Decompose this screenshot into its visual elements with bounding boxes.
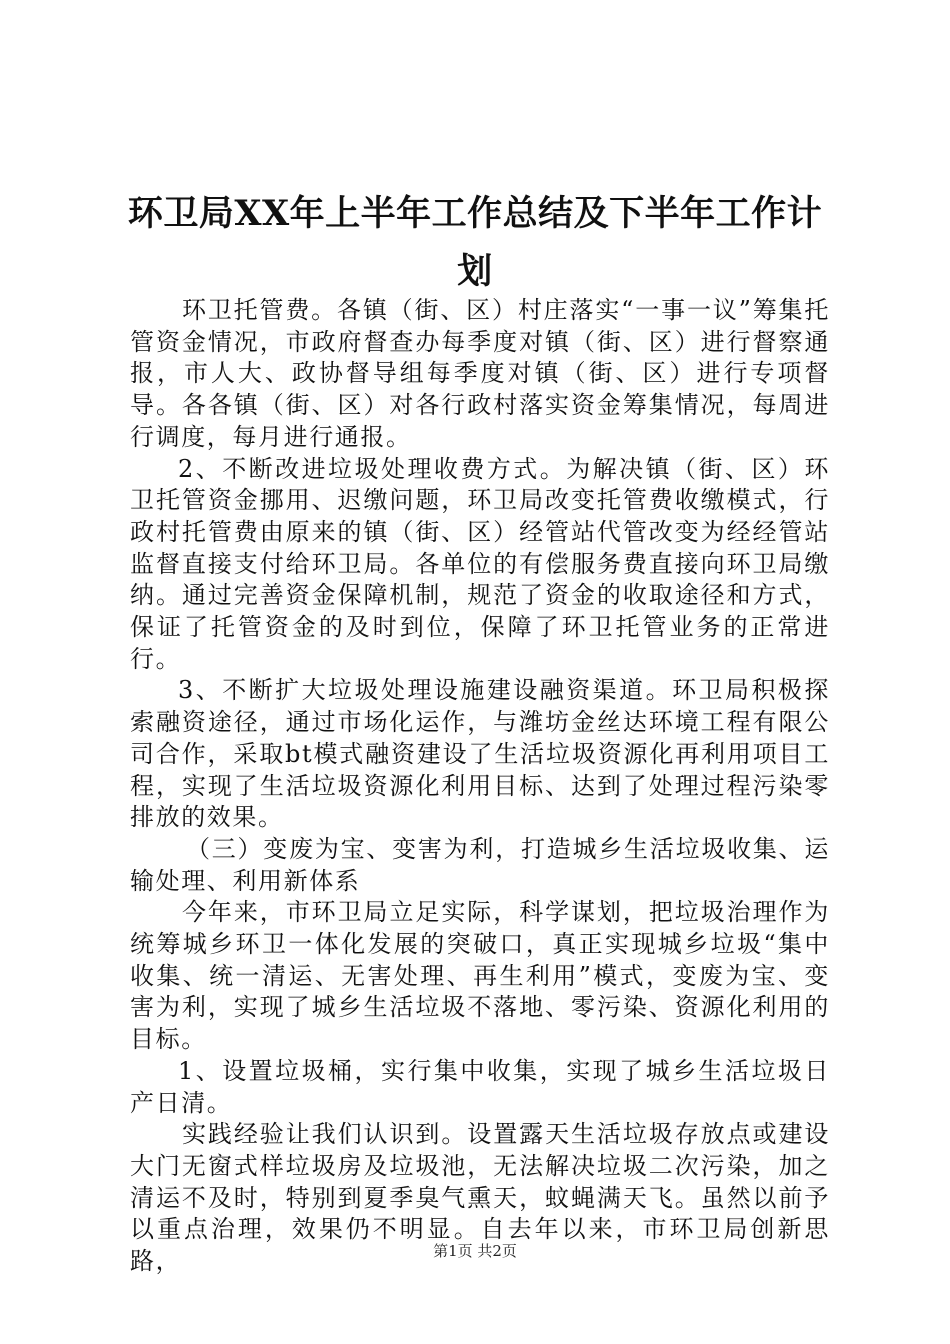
paragraph-5: 今年来，市环卫局立足实际，科学谋划，把垃圾治理作为统筹城乡环卫一体化发展的突破口，真正实现城乡垃圾“集中收集、统一清运、无害处理、再生利用”模式，变废为宝、变害为利，实现了城乡生活垃圾不落地、零污染、资源化利用的目标。 <box>130 898 830 1054</box>
paragraph-2: 2、不断改进垃圾处理收费方式。为解决镇（街、区）环卫托管资金挪用、迟缴问题，环卫局改变托管费收缴模式，行政村托管费由原来的镇（街、区）经管站代管改变为经经管站监督直接支付给环卫局。各单位的有偿服务费直接向环卫局缴纳。通过完善资金保障机制，规范了资金的收取途径和方式，保证了托管资金的及时到位，保障了环卫托管业务的正常进行。 <box>130 454 830 673</box>
paragraph-7: 实践经验让我们认识到。设置露天生活垃圾存放点或建设大门无窗式样垃圾房及垃圾池，无法解决垃圾二次污染，加之清运不及时，特别到夏季臭气熏天，蚊蝇满天飞。虽然以前予以重点治理，效果仍不明显。自去年以来，市环卫局创新思路， <box>130 1120 830 1276</box>
document-body <box>130 295 830 1278</box>
page-number-footer: 第1页 共2页 <box>433 1242 517 1260</box>
document-title: 环卫局XX年上半年工作总结及下半年工作计划 <box>127 193 823 292</box>
paragraph-3: 3、不断扩大垃圾处理设施建设融资渠道。环卫局积极探索融资途径，通过市场化运作，与潍坊金丝达环境工程有限公司合作，采取bt模式融资建设了生活垃圾资源化再利用项目工程，实现了生活垃圾资源化利用目标、达到了处理过程污染零排放的效果。 <box>130 676 830 832</box>
paragraph-1: 环卫托管费。各镇（街、区）村庄落实“一事一议”筹集托管资金情况，市政府督查办每季度对镇（街、区）进行督察通报，市人大、政协督导组每季度对镇（街、区）进行专项督导。各各镇（街、区）对各行政村落实资金筹集情况，每周进行调度，每月进行通报。 <box>130 296 830 451</box>
paragraph-4-heading: （三）变废为宝、变害为利，打造城乡生活垃圾收集、运输处理、利用新体系 <box>130 834 830 895</box>
paragraph-6: 1、设置垃圾桶，实行集中收集，实现了城乡生活垃圾日产日清。 <box>130 1056 830 1117</box>
